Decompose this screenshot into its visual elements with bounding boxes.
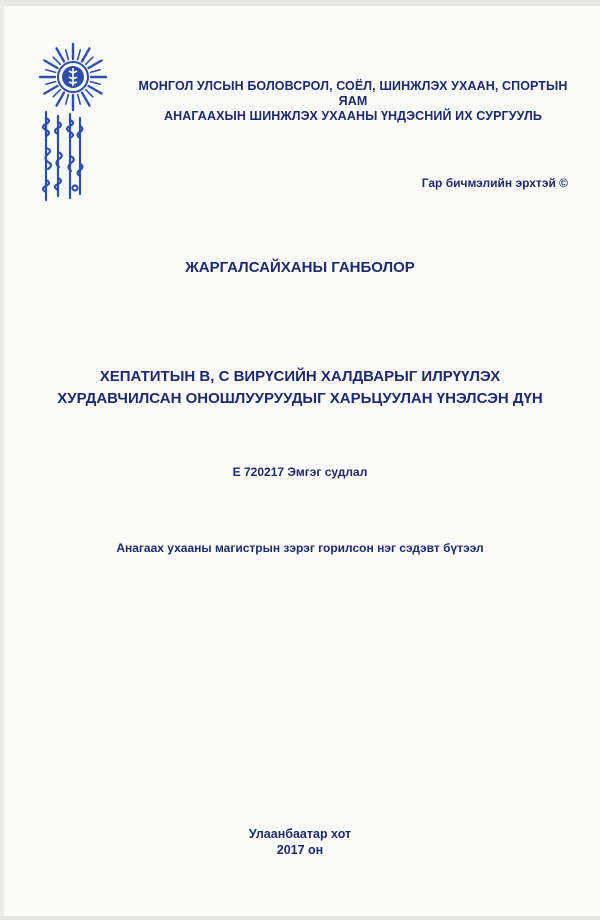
university-emblem-icon <box>38 42 108 112</box>
ministry-name: МОНГОЛ УЛСЫН БОЛОВСРОЛ, СОЁЛ, ШИНЖЛЭХ УХААН, СПОРТЫН ЯАМ <box>138 79 568 108</box>
year: 2017 он <box>276 843 324 857</box>
city: Улаанбаатар хот <box>248 827 352 841</box>
place-and-year <box>0 826 600 858</box>
thesis-title-line1: ХЕПАТИТЫН В, С ВИРҮСИЙН ХАЛДВАРЫГ ИЛРҮҮЛЭХ <box>99 368 501 385</box>
scan-edge-bottom <box>0 916 600 920</box>
university-name: АНАГААХЫН ШИНЖЛЭХ УХААНЫ ҮНДЭСНИЙ ИХ СУРГУУЛЬ <box>164 109 542 123</box>
thesis-title <box>0 366 600 410</box>
copyright-notice: Гар бичмэлийн эрхтэй © <box>421 176 568 190</box>
degree-statement: Анагаах ухааны магистрын зэрэг горилсон нэг сэдэвт бүтээл <box>116 541 484 555</box>
institution-header <box>128 79 578 124</box>
author-name: ЖАРГАЛСАЙХАНЫ ГАНБОЛОР <box>185 259 415 276</box>
scan-edge-left <box>0 0 4 920</box>
scan-edge-top <box>0 0 600 6</box>
thesis-title-line2: ХУРДАВЧИЛСАН ОНОШЛУУРУУДЫГ ХАРЬЦУУЛАН ҮНЭЛСЭН ДҮН <box>57 390 543 407</box>
specialty-code: E 720217 Эмгэг судлал <box>232 465 368 479</box>
mongolian-script-emblem <box>38 108 86 204</box>
